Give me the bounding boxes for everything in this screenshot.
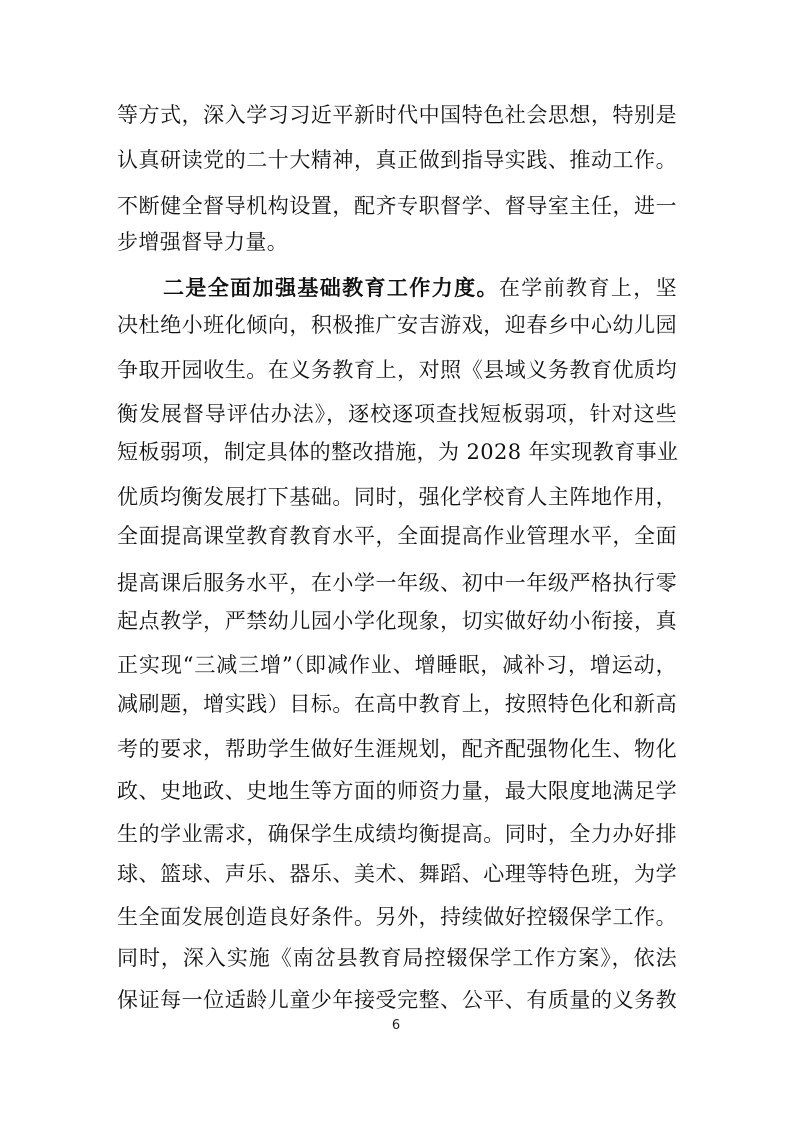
text-line-3: 不断健全督导机构设置，配齐专职督学、督导室主任，进一 [117, 194, 677, 218]
text-line-20: 生全面发展创造良好条件。另外，持续做好控辍保学工作。 [117, 905, 677, 929]
text-line-12: 提高课后服务水平，在小学一年级、初中一年级严格执行零 [117, 571, 677, 595]
text-line-21: 同时，深入实施《南岔县教育局控辍保学工作方案》，依法 [117, 946, 677, 970]
text-line-18: 生的学业需求，确保学生成绩均衡提高。同时，全力办好排 [117, 822, 677, 846]
text-line-10: 优质均衡发展打下基础。同时，强化学校育人主阵地作用， [117, 485, 677, 509]
text-line-16: 考的要求，帮助学生做好生涯规划，配齐配强物化生、物化 [117, 737, 677, 761]
text-line-2: 认真研读党的二十大精神，真正做到指导实践、推动工作。 [117, 148, 677, 172]
text-line-17: 政、史地政、史地生等方面的师资力量，最大限度地满足学 [117, 779, 677, 803]
text-line-9: 短板弱项，制定具体的整改措施，为 2028 年实现教育事业 [117, 440, 679, 464]
paragraph-heading-line [163, 268, 677, 308]
text-line-11: 全面提高课堂教育教育水平，全面提高作业管理水平，全面 [117, 524, 677, 548]
bold-heading: 二是全面加强基础教育工作力度。 [163, 275, 499, 300]
text-line-13: 起点教学，严禁幼儿园小学化现象，切实做好幼小衔接，真 [117, 609, 677, 633]
text-line-6: 决杜绝小班化倾向，积极推广安吉游戏，迎春乡中心幼儿园 [117, 313, 677, 337]
text-line-4: 步增强督导力量。 [117, 230, 289, 254]
text-line-15: 减刷题，增实践）目标。在高中教育上，按照特色化和新高 [117, 692, 677, 716]
text-line-1: 等方式，深入学习习近平新时代中国特色社会思想，特别是 [117, 103, 677, 127]
page-number: 6 [391, 1018, 401, 1033]
heading-line-rest: 在学前教育上，坚 [498, 276, 678, 300]
text-line-19: 球、篮球、声乐、器乐、美术、舞蹈、心理等特色班，为学 [117, 862, 677, 886]
text-line-8: 衡发展督导评估办法》，逐校逐项查找短板弱项，针对这些 [117, 402, 677, 426]
text-line-14: 正实现“三减三增”（即减作业、增睡眠，减补习，增运动， [117, 653, 677, 677]
text-line-7: 争取开园收生。在义务教育上，对照《县域义务教育优质均 [117, 358, 677, 382]
text-line-22: 保证每一位适龄儿童少年接受完整、公平、有质量的义务教 [117, 988, 677, 1012]
